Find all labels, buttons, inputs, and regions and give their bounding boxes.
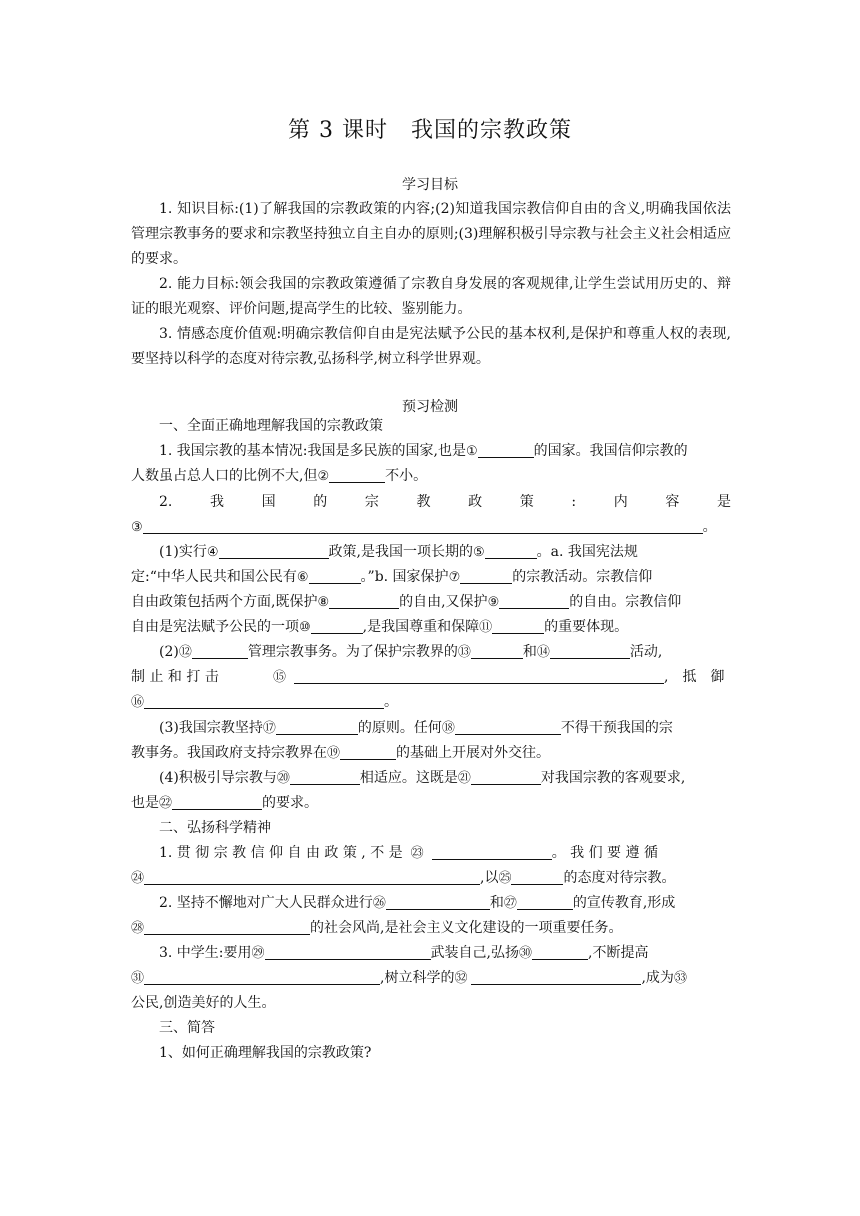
q2-line-1: 2. 我 国 的 宗 教 政 策 : 内 容 是	[159, 494, 731, 510]
marker: ⑪	[479, 620, 493, 635]
marker: ⑱	[441, 721, 455, 736]
answer-blank[interactable]	[492, 617, 544, 634]
objective-1: 1. 知识目标:(1)了解我国的宗教政策的内容;(2)知道我国宗教信仰自由的含义,明确我国依法管理宗教事务的要求和宗教坚持独立自主自办的原则;(3)理解积极引导宗教与社会主义社会相适应的要求。	[131, 201, 731, 267]
marker: ⑩	[299, 620, 311, 635]
answer-blank[interactable]	[290, 768, 360, 785]
answer-blank[interactable]	[265, 943, 431, 960]
marker: ⑨	[487, 595, 500, 610]
marker: ⑫	[178, 645, 192, 660]
marker: ⑦	[448, 570, 461, 585]
p2-line-3: ⑯ 。	[131, 694, 399, 710]
marker: ㉝	[673, 971, 687, 986]
answer-blank[interactable]	[532, 943, 588, 960]
answer-blank[interactable]	[144, 868, 480, 885]
q1-line-2: 人数虽占总人口的比例不大,但② 不小。	[131, 468, 428, 484]
answer-blank[interactable]	[478, 441, 534, 458]
answer-blank[interactable]	[471, 642, 523, 659]
answer-blank[interactable]	[192, 642, 248, 659]
answer-blank[interactable]	[329, 592, 399, 609]
marker: ⑰	[262, 721, 276, 736]
page-title: 第 3 课时 我国的宗教政策	[288, 118, 572, 143]
marker: ㉒	[159, 796, 173, 811]
marker: ㉑	[457, 771, 471, 786]
answer-blank[interactable]	[432, 843, 552, 860]
answer-blank[interactable]	[329, 466, 385, 483]
answer-blank[interactable]	[172, 793, 262, 810]
marker: ㉖	[372, 896, 386, 911]
answer-blank[interactable]	[309, 567, 361, 584]
answer-blank[interactable]	[144, 692, 384, 709]
answer-blank[interactable]	[517, 893, 573, 910]
q2-line-2: ③ 。	[131, 519, 717, 535]
r2-line-2: ㉘ 的社会风尚,是社会主义文化建设的一项重要任务。	[131, 920, 623, 936]
answer-blank[interactable]	[311, 617, 363, 634]
answer-blank[interactable]	[143, 517, 703, 534]
answer-blank[interactable]	[460, 567, 512, 584]
answer-blank[interactable]	[219, 542, 329, 559]
answer-blank[interactable]	[340, 743, 396, 760]
answer-blank[interactable]	[485, 542, 537, 559]
marker: ㉗	[503, 896, 517, 911]
objective-3: 3. 情感态度价值观:明确宗教信仰自由是宪法赋予公民的基本权利,是保护和尊重人权的表现,要坚持以科学的态度对待宗教,弘扬科学,树立科学世界观。	[131, 326, 731, 367]
answer-blank[interactable]	[511, 868, 563, 885]
p2-line-1: (2)⑫ 管理宗教事务。为了保护宗教界的⑬ 和⑭ 活动,	[159, 644, 663, 660]
marker: ⑳	[276, 771, 290, 786]
r2-line-1: 2. 坚持不懈地对广大人民群众进行㉖ 和㉗ 的宣传教育,形成	[159, 895, 676, 911]
marker: ⑥	[296, 570, 309, 585]
r3-line-1: 3. 中学生:要用㉙ 武装自己,弘扬㉚ ,不断提高	[159, 945, 649, 961]
section-3-heading: 三、简答	[159, 1020, 215, 1036]
answer-blank[interactable]	[144, 918, 310, 935]
marker: ㉚	[519, 946, 533, 961]
preview-heading: 预习检测	[402, 399, 458, 415]
answer-blank[interactable]	[276, 718, 358, 735]
p1-line-4: 自由是宪法赋予公民的一项⑩ ,是我国尊重和保障⑪ 的重要体现。	[131, 619, 629, 635]
marker: ①	[465, 444, 478, 459]
marker: ⑬	[457, 645, 471, 660]
answer-blank[interactable]	[550, 642, 630, 659]
marker: ⑯	[131, 695, 145, 710]
marker: ㉛	[131, 971, 145, 986]
marker: ③	[131, 520, 143, 535]
marker: ⑧	[317, 595, 330, 610]
r3-line-3: 公民,创造美好的人生。	[131, 995, 276, 1011]
p2-line-2: 制 止 和 打 击 ⑮ , 抵 御	[131, 669, 725, 685]
q1-line-1: 1. 我国宗教的基本情况:我国是多民族的国家,也是① 的国家。我国信仰宗教的	[159, 443, 688, 459]
section-1-heading: 一、全面正确地理解我国的宗教政策	[159, 418, 383, 434]
marker: ㉘	[131, 921, 145, 936]
marker: ⑤	[472, 545, 485, 560]
marker: ㉕	[498, 871, 512, 886]
r3-line-2: ㉛ ,树立科学的㉜ ,成为㉝	[131, 970, 687, 986]
objective-2: 2. 能力目标:领会我国的宗教政策遵循了宗教自身发展的客观规律,让学生尝试用历史的、辩证的眼光观察、评价问题,提高学生的比较、鉴别能力。	[131, 276, 731, 317]
marker: ⑲	[327, 746, 341, 761]
marker: ⑭	[536, 645, 550, 660]
p3-line-1: (3)我国宗教坚持⑰ 的原则。任何⑱ 不得干预我国的宗	[159, 720, 673, 736]
marker: ㉜	[454, 971, 468, 986]
marker: ㉔	[131, 871, 145, 886]
marker: ②	[317, 469, 330, 484]
section-2-heading: 二、弘扬科学精神	[159, 820, 271, 836]
p1-line-3: 自由政策包括两个方面,既保护⑧ 的自由,又保护⑨ 的自由。宗教信仰	[131, 594, 682, 610]
p4-line-2: 也是㉒ 的要求。	[131, 795, 319, 811]
marker: ⑮	[273, 670, 287, 685]
p4-line-1: (4)积极引导宗教与⑳ 相适应。这既是㉑ 对我国宗教的客观要求,	[159, 770, 686, 786]
answer-blank[interactable]	[499, 592, 569, 609]
answer-blank[interactable]	[386, 893, 490, 910]
marker: ④	[206, 545, 219, 560]
answer-blank[interactable]	[294, 667, 664, 684]
r1-line-2: ㉔ ,以㉕ 的态度对待宗教。	[131, 870, 676, 886]
short-answer-question: 1、如何正确理解我国的宗教政策?	[159, 1045, 372, 1061]
answer-blank[interactable]	[455, 718, 561, 735]
marker: ㉙	[251, 946, 265, 961]
answer-blank[interactable]	[144, 968, 380, 985]
r1-line-1: 1. 贯 彻 宗 教 信 仰 自 由 政 策 , 不 是 ㉓ 。 我 们 要 遵 循	[159, 845, 658, 861]
p3-line-2: 教事务。我国政府支持宗教界在⑲ 的基础上开展对外交往。	[131, 745, 551, 761]
p1-line-2: 定:“中华人民共和国公民有⑥ 。”b. 国家保护⑦ 的宗教活动。宗教信仰	[131, 569, 653, 585]
answer-blank[interactable]	[471, 768, 541, 785]
answer-blank[interactable]	[471, 968, 641, 985]
marker: ㉓	[410, 846, 424, 861]
p1-line-1: (1)实行④ 政策,是我国一项长期的⑤ 。a. 我国宪法规	[159, 544, 638, 560]
objectives-heading: 学习目标	[402, 177, 458, 193]
